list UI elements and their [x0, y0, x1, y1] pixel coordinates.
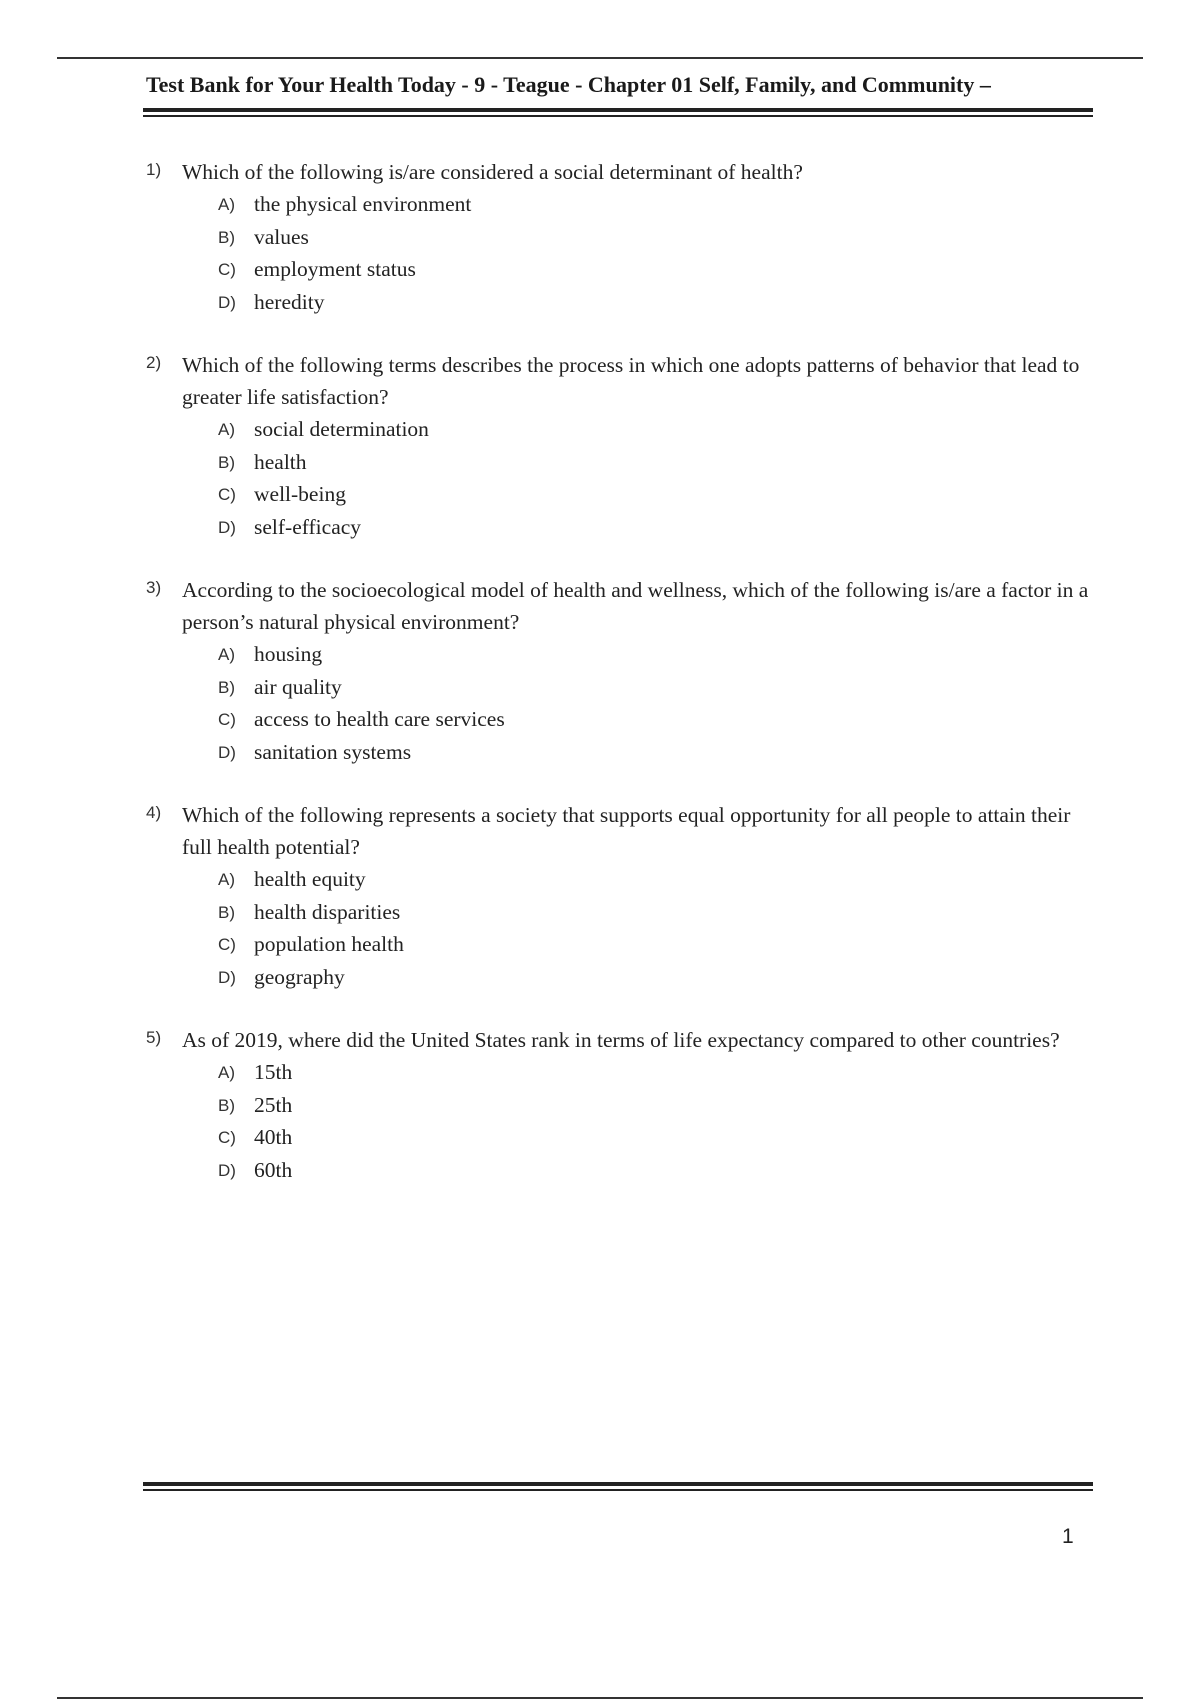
option-letter: B) [218, 227, 235, 247]
question-number: 4) [146, 803, 162, 822]
option-text: the physical environment [254, 192, 472, 216]
answer-option [218, 253, 1096, 286]
option-text: population health [254, 932, 404, 956]
question-4 [146, 799, 1096, 993]
question-text: Which of the following is/are considered a social determinant of health? [182, 160, 803, 184]
option-letter: A) [218, 1063, 235, 1082]
option-text: 15th [254, 1060, 293, 1084]
answer-option [218, 286, 1096, 319]
option-text: geography [254, 964, 345, 989]
question-number: 5) [146, 1028, 162, 1047]
footer-double-rule [143, 1482, 1093, 1491]
option-letter: C) [218, 1128, 236, 1147]
option-letter: A) [218, 195, 235, 214]
answer-option [218, 671, 1096, 704]
option-text: values [254, 224, 309, 249]
answer-options [182, 638, 1096, 768]
answer-options [182, 863, 1096, 993]
option-text: sanitation systems [254, 739, 412, 764]
option-text: air quality [254, 674, 342, 699]
option-text: 40th [254, 1125, 293, 1149]
option-letter: B) [218, 677, 235, 697]
option-letter: C) [218, 935, 236, 954]
page-top-rule [57, 57, 1143, 59]
option-text: health disparities [254, 899, 401, 924]
question-list [146, 156, 1096, 1217]
answer-option [218, 863, 1096, 896]
option-text: employment status [254, 257, 416, 281]
option-letter: D) [218, 517, 236, 537]
answer-option [218, 413, 1096, 446]
option-text: heredity [254, 289, 325, 314]
option-letter: C) [218, 485, 236, 504]
option-letter: C) [218, 710, 236, 729]
option-letter: D) [218, 742, 236, 762]
question-1 [146, 156, 1096, 318]
question-5 [146, 1024, 1096, 1186]
question-2 [146, 349, 1096, 543]
option-text: 25th [254, 1092, 293, 1117]
page-bottom-rule [57, 1697, 1143, 1699]
answer-option [218, 188, 1096, 221]
question-text: Which of the following terms describes the process in which one adopts patterns of behavior that lead to greater life satisfaction? [182, 353, 1080, 409]
option-letter: B) [218, 902, 235, 922]
option-letter: B) [218, 452, 235, 472]
option-letter: A) [218, 645, 235, 664]
answer-option [218, 638, 1096, 671]
page-number: 1 [1062, 1525, 1074, 1548]
question-text: As of 2019, where did the United States rank in terms of life expectancy compared to other countries? [182, 1028, 1060, 1052]
question-3 [146, 574, 1096, 768]
option-text: access to health care services [254, 707, 505, 731]
answer-options [182, 413, 1096, 543]
answer-option [218, 511, 1096, 544]
answer-option [218, 896, 1096, 929]
question-text: According to the socioecological model of health and wellness, which of the following is/are a factor in a person’s natural physical environment? [182, 578, 1089, 634]
answer-option [218, 221, 1096, 254]
option-letter: B) [218, 1095, 235, 1115]
option-text: self-efficacy [254, 514, 362, 539]
option-letter: C) [218, 260, 236, 279]
option-letter: D) [218, 292, 236, 312]
answer-option [218, 446, 1096, 479]
answer-option [218, 961, 1096, 994]
option-text: health [254, 449, 307, 474]
answer-option [218, 1154, 1096, 1187]
option-text: 60th [254, 1157, 293, 1182]
option-letter: D) [218, 1160, 236, 1180]
page-header-title: Test Bank for Your Health Today - 9 - Teague - Chapter 01 Self, Family, and Community – [146, 72, 991, 97]
answer-option [218, 736, 1096, 769]
answer-option [218, 1089, 1096, 1122]
answer-options [182, 188, 1096, 318]
option-text: housing [254, 642, 323, 666]
option-text: social determination [254, 417, 429, 441]
answer-option [218, 1121, 1096, 1154]
option-letter: D) [218, 967, 236, 987]
answer-option [218, 478, 1096, 511]
answer-option [218, 928, 1096, 961]
question-number: 3) [146, 578, 162, 597]
option-letter: A) [218, 870, 235, 889]
option-text: well-being [254, 482, 346, 506]
option-letter: A) [218, 420, 235, 439]
question-number: 1) [146, 160, 162, 179]
answer-options [182, 1056, 1096, 1186]
header-double-rule [143, 108, 1093, 117]
option-text: health equity [254, 867, 366, 891]
question-number: 2) [146, 353, 162, 372]
answer-option [218, 703, 1096, 736]
answer-option [218, 1056, 1096, 1089]
question-text: Which of the following represents a society that supports equal opportunity for all people to attain their full health potential? [182, 803, 1071, 859]
